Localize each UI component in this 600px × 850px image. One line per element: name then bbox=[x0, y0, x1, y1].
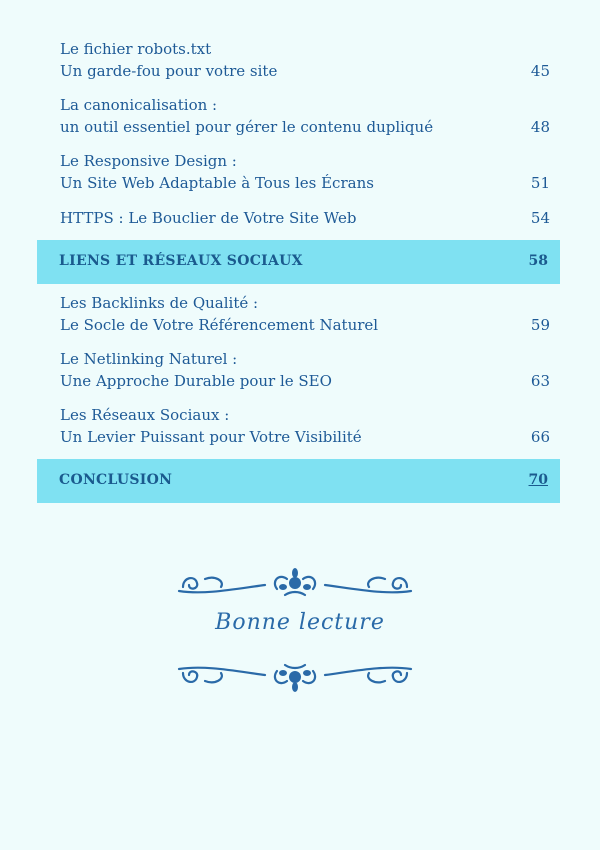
closing-text: Bonne lecture bbox=[215, 610, 385, 635]
toc-entry-robots[interactable] bbox=[60, 38, 550, 82]
entry-page-number: 45 bbox=[530, 62, 550, 80]
entry-title: La canonicalisation : bbox=[60, 96, 218, 114]
entry-subtitle: Un Levier Puissant pour Votre Visibilité bbox=[60, 428, 362, 446]
flourish-ornament-bottom bbox=[175, 655, 415, 695]
entry-subtitle: Une Approche Durable pour le SEO bbox=[60, 372, 332, 390]
toc-section-liens[interactable] bbox=[37, 240, 560, 284]
entry-page-number: 66 bbox=[530, 428, 550, 446]
entry-page-number: 59 bbox=[530, 316, 550, 334]
toc-entry-backlinks[interactable] bbox=[60, 292, 550, 336]
section-label: CONCLUSION bbox=[59, 472, 173, 488]
section-page-number: 70 bbox=[528, 472, 548, 488]
toc-section-conclusion[interactable] bbox=[37, 459, 560, 503]
entry-subtitle: Un garde-fou pour votre site bbox=[60, 62, 278, 80]
entry-title: Les Réseaux Sociaux : bbox=[60, 406, 230, 424]
entry-title: HTTPS : Le Bouclier de Votre Site Web bbox=[60, 209, 357, 227]
entry-page-number: 63 bbox=[530, 372, 550, 390]
toc-entry-responsive[interactable] bbox=[60, 150, 550, 194]
entry-subtitle: Un Site Web Adaptable à Tous les Écrans bbox=[60, 174, 374, 192]
toc-entry-https[interactable] bbox=[60, 207, 550, 229]
entry-title: Le fichier robots.txt bbox=[60, 40, 212, 58]
entry-subtitle: un outil essentiel pour gérer le contenu dupliqué bbox=[60, 118, 434, 136]
entry-page-number: 54 bbox=[530, 209, 550, 227]
entry-subtitle: Le Socle de Votre Référencement Naturel bbox=[60, 316, 379, 334]
section-label: LIENS ET RÉSEAUX SOCIAUX bbox=[59, 253, 303, 269]
toc-entry-reseaux[interactable] bbox=[60, 404, 550, 448]
entry-page-number: 51 bbox=[530, 174, 550, 192]
entry-title: Le Responsive Design : bbox=[60, 152, 237, 170]
section-page-number: 58 bbox=[528, 253, 548, 269]
entry-page-number: 48 bbox=[530, 118, 550, 136]
toc-entry-netlinking[interactable] bbox=[60, 348, 550, 392]
entry-title: Les Backlinks de Qualité : bbox=[60, 294, 259, 312]
toc-entry-canonicalisation[interactable] bbox=[60, 94, 550, 138]
flourish-ornament-top bbox=[175, 565, 415, 605]
entry-title: Le Netlinking Naturel : bbox=[60, 350, 238, 368]
